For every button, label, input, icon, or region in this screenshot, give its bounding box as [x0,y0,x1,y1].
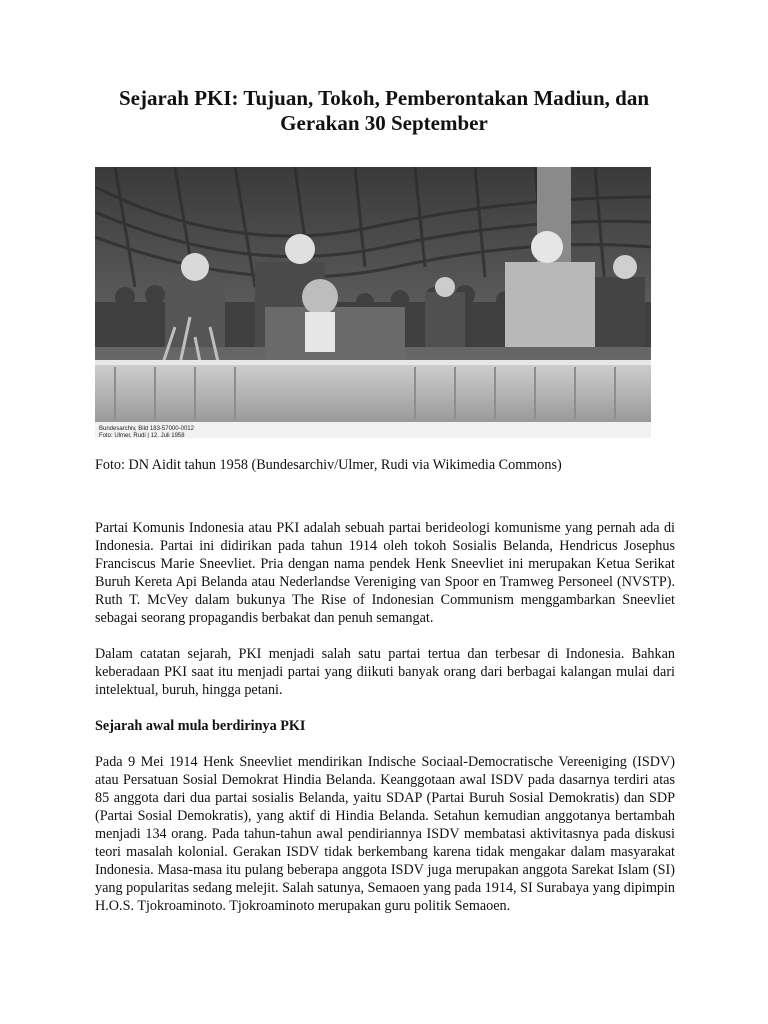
section-heading: Sejarah awal mula berdirinya PKI [95,718,306,734]
photo-watermark-line-1: Bundesarchiv, Bild 183-57000-0012 [99,426,194,432]
document-title [60,86,708,136]
section-paragraph: Pada 9 Mei 1914 Henk Sneevliet mendirikan Indische Sociaal-Democratische Vereeniging (ISDV) atau Persatuan Sosial Demokrat Hindia Belanda. Keanggotaan awal ISDV pada dasarnya terdiri atas 85 anggota dari dua partai sosialis Belanda, yaitu SDAP (Partai Buruh Sosial Demokratis) dan SDP (Partai Sosial Demokratis), yang aktif di Hindia Belanda. Setahun kemudian anggotanya bertambah menjadi 134 orang. Pada tahun-tahun awal pendiriannya ISDV membatasi aktivitasnya pada diskusi teori masalah kolonial. Gerakan ISDV tidak berkembang karena tidak mengakar dalam masyarakat Indonesia. Masa-masa itu pulang beberapa anggota ISDV juga merupakan anggota Sarekat Islam (SI) yang popularitas sedang melejit. Salah satunya, Semaoen yang pada 1914, SI Surabaya yang dipimpin H.O.S. Tjokroaminoto. Tjokroaminoto merupakan guru politik Semaoen. [95,754,675,914]
paragraph-history: Dalam catatan sejarah, PKI menjadi salah satu partai tertua dan terbesar di Indonesia. Bahkan keberadaan PKI saat itu menjadi partai yang diikuti banyak orang dari berbagai kalangan mulai dari intelektual, buruh, hingga petani. [95,646,675,698]
historical-photo [95,167,651,438]
photo-caption: Foto: DN Aidit tahun 1958 (Bundesarchiv/Ulmer, Rudi via Wikimedia Commons) [95,457,562,473]
article-body [95,519,675,933]
title-line-1: Sejarah PKI: Tujuan, Tokoh, Pemberontakan Madiun, dan [118,86,650,110]
photo-illustration [95,167,651,438]
title-line-2: Gerakan 30 September [280,111,488,135]
paragraph-intro: Partai Komunis Indonesia atau PKI adalah sebuah partai berideologi komunisme yang pernah ada di Indonesia. Partai ini didirikan pada tahun 1914 oleh tokoh Sosialis Belanda, Hendricus Josephus Franciscus Marie Sneevliet. Pria dengan nama pendek Henk Sneevliet ini merupakan Ketua Serikat Buruh Kereta Api Belanda atau Nederlandse Vereniging van Spoor en Tramweg Personeel (NVSTP). Ruth T. McVey dalam bukunya The Rise of Indonesian Communism menggambarkan Sneevliet sebagai seorang propagandis berbakat dan penuh semangat. [95,520,675,626]
photo-watermark-line-2: Foto: Ulmer, Rudi | 12. Juli 1958 [99,433,185,438]
